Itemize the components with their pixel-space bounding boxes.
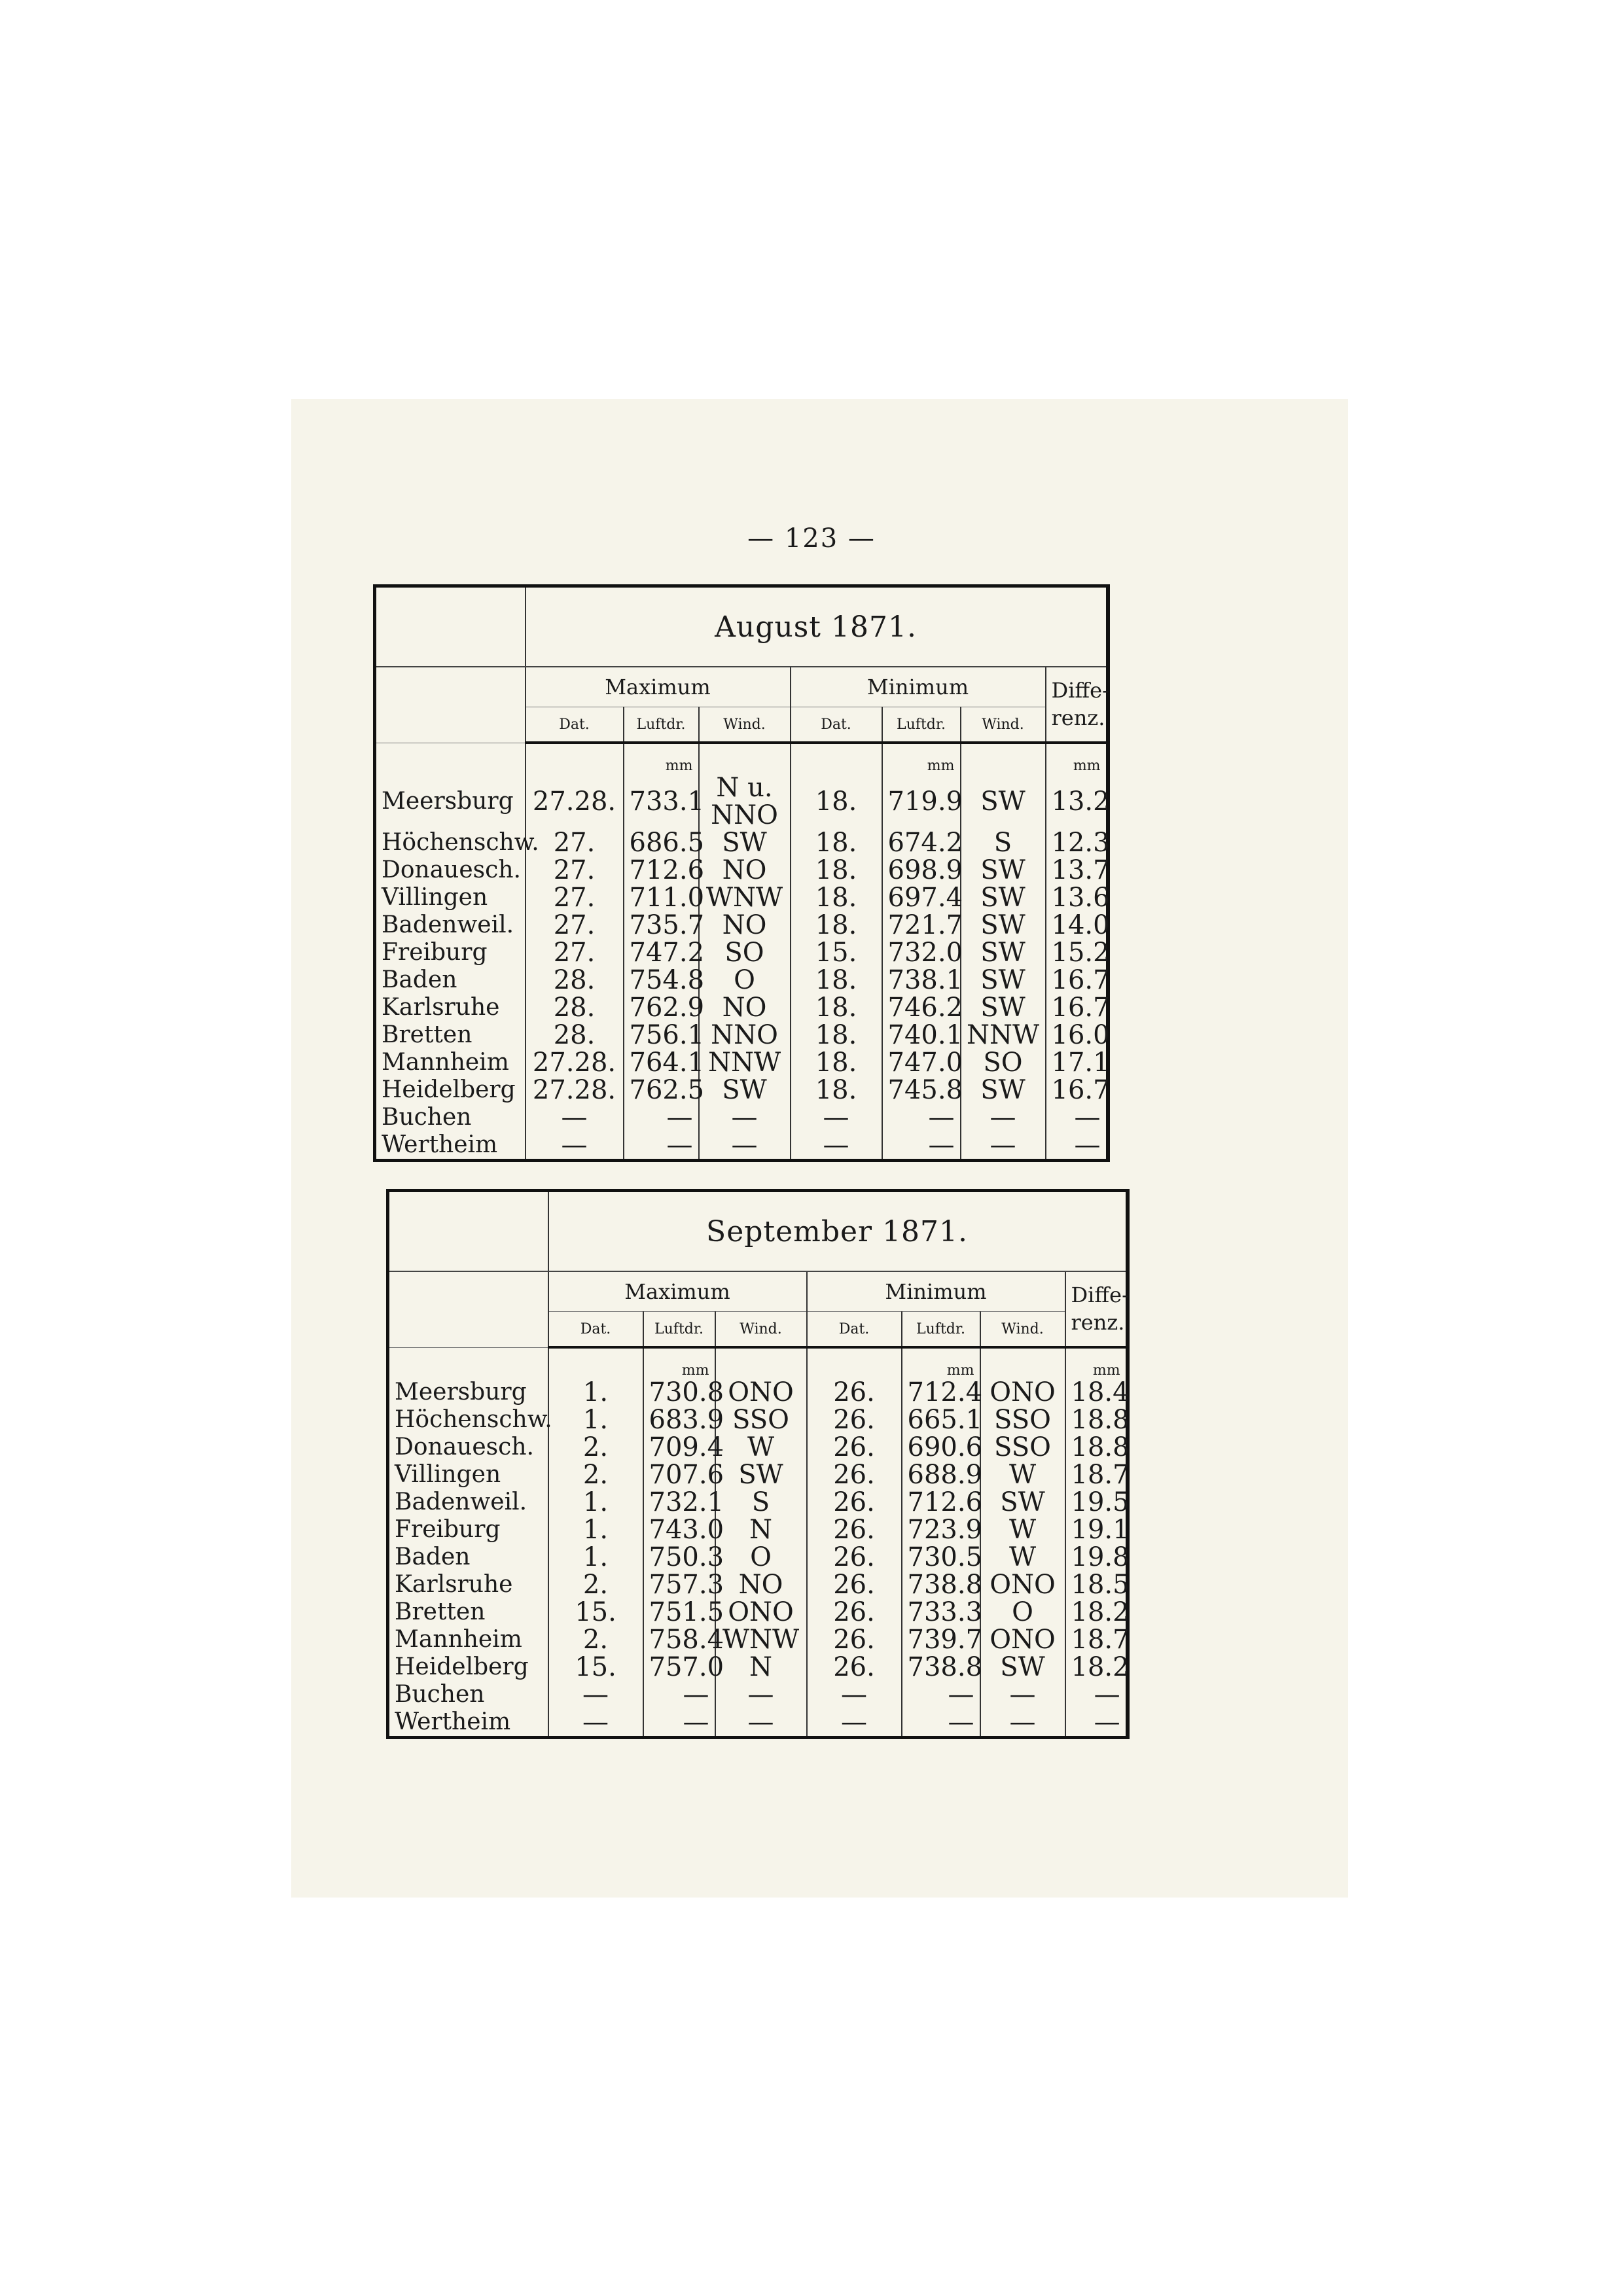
pressure-difference: 16.7 — [1046, 966, 1108, 994]
unit-blank — [548, 1347, 643, 1379]
max-wind: O — [699, 966, 791, 994]
table-row — [388, 1379, 1128, 1406]
max-pressure: 756.1 — [624, 1021, 699, 1049]
max-date: 1. — [548, 1544, 643, 1571]
max-date: 27. — [526, 857, 624, 884]
pressure-difference: 13.6 — [1046, 884, 1108, 911]
max-wind: ONO — [715, 1598, 807, 1626]
min-date: 26. — [807, 1653, 902, 1681]
min-date: — — [807, 1681, 902, 1708]
min-pressure: 688.9 — [902, 1461, 980, 1489]
min-pressure: — — [902, 1708, 980, 1738]
min-wind: — — [961, 1104, 1046, 1131]
min-pressure: 674.2 — [882, 829, 961, 857]
max-wind: NNO — [699, 1021, 791, 1049]
difference-header: Diffe- renz. — [1046, 667, 1108, 743]
unit-blank — [791, 743, 882, 774]
max-pressure: — — [643, 1681, 715, 1708]
min-wind: SW — [961, 939, 1046, 966]
table-row — [375, 911, 1108, 939]
table-row — [388, 1406, 1128, 1434]
min-pressure: 723.9 — [902, 1516, 980, 1544]
max-pressure: — — [643, 1708, 715, 1738]
pressure-difference: 17.1 — [1046, 1049, 1108, 1076]
unit-blank — [807, 1347, 902, 1379]
max-date: 1. — [548, 1516, 643, 1544]
max-pressure: 709.4 — [643, 1434, 715, 1461]
min-wind: SO — [961, 1049, 1046, 1076]
table-row — [375, 1131, 1108, 1161]
pressure-difference: — — [1046, 1131, 1108, 1161]
max-wind: O — [715, 1544, 807, 1571]
min-pressure: 719.9 — [882, 774, 961, 829]
min-date: 26. — [807, 1379, 902, 1406]
min-wind: W — [980, 1516, 1065, 1544]
max-wind: SO — [699, 939, 791, 966]
min-date: — — [791, 1131, 882, 1161]
table-row — [388, 1681, 1128, 1708]
min-pressure: 712.6 — [902, 1489, 980, 1516]
max-wind: N — [715, 1516, 807, 1544]
table-row — [375, 1104, 1108, 1131]
min-pressure: 732.0 — [882, 939, 961, 966]
max-wind: — — [699, 1131, 791, 1161]
max-wind: N u. NNO — [699, 774, 791, 829]
min-wind: SW — [980, 1653, 1065, 1681]
table-august-1871 — [373, 584, 1110, 1162]
max-wind: NO — [699, 857, 791, 884]
max-pressure: 686.5 — [624, 829, 699, 857]
month-title-row — [375, 586, 1108, 667]
month-title: August 1871. — [526, 586, 1108, 667]
pressure-difference: 18.2 — [1065, 1598, 1128, 1626]
min-date: 26. — [807, 1626, 902, 1653]
min-pressure-unit: mm — [882, 743, 961, 774]
station-name: Villingen — [388, 1461, 548, 1489]
max-date: — — [526, 1104, 624, 1131]
pressure-difference: 19.5 — [1065, 1489, 1128, 1516]
max-pressure: 758.4 — [643, 1626, 715, 1653]
max-date: 27.28. — [526, 1049, 624, 1076]
max-date: 15. — [548, 1598, 643, 1626]
min-wind: W — [980, 1544, 1065, 1571]
station-name: Meersburg — [375, 774, 526, 829]
max-pressure: 754.8 — [624, 966, 699, 994]
max-date: — — [526, 1131, 624, 1161]
table-row — [375, 774, 1108, 829]
station-name: Donauesch. — [375, 857, 526, 884]
min-pressure-header: Luftdr. — [882, 707, 961, 743]
pressure-difference: 18.2 — [1065, 1653, 1128, 1681]
table-row — [375, 966, 1108, 994]
station-name: Freiburg — [388, 1516, 548, 1544]
table-row — [388, 1516, 1128, 1544]
min-date: 18. — [791, 774, 882, 829]
max-date: — — [548, 1681, 643, 1708]
min-wind: SSO — [980, 1406, 1065, 1434]
max-pressure: 751.5 — [643, 1598, 715, 1626]
table-row — [388, 1653, 1128, 1681]
max-date: 28. — [526, 1021, 624, 1049]
station-name: Höchenschw. — [375, 829, 526, 857]
max-pressure: 764.1 — [624, 1049, 699, 1076]
min-date-header: Dat. — [791, 707, 882, 743]
min-date: 18. — [791, 966, 882, 994]
table-row — [375, 884, 1108, 911]
min-wind: SW — [961, 994, 1046, 1021]
pressure-difference: 13.2 — [1046, 774, 1108, 829]
table-row — [388, 1626, 1128, 1653]
diff-unit: mm — [1046, 743, 1108, 774]
table-row — [388, 1434, 1128, 1461]
max-pressure: 735.7 — [624, 911, 699, 939]
min-date: 18. — [791, 994, 882, 1021]
min-pressure: 745.8 — [882, 1076, 961, 1104]
station-name: Freiburg — [375, 939, 526, 966]
station-header-blank — [388, 1271, 548, 1347]
unit-blank — [715, 1347, 807, 1379]
min-date: 26. — [807, 1598, 902, 1626]
min-wind: — — [961, 1131, 1046, 1161]
max-wind: SW — [699, 1076, 791, 1104]
min-wind: SW — [961, 857, 1046, 884]
max-date: 1. — [548, 1489, 643, 1516]
max-date: 1. — [548, 1406, 643, 1434]
max-pressure: 712.6 — [624, 857, 699, 884]
min-date: 18. — [791, 1021, 882, 1049]
max-pressure: 730.8 — [643, 1379, 715, 1406]
table-row — [375, 939, 1108, 966]
pressure-difference: — — [1046, 1104, 1108, 1131]
group-header-row — [375, 667, 1108, 707]
min-pressure: 721.7 — [882, 911, 961, 939]
pressure-difference: 16.7 — [1046, 1076, 1108, 1104]
pressure-difference: — — [1065, 1681, 1128, 1708]
max-wind: W — [715, 1434, 807, 1461]
table-row — [388, 1708, 1128, 1738]
station-name: Bretten — [388, 1598, 548, 1626]
min-wind: O — [980, 1598, 1065, 1626]
min-pressure: 698.9 — [882, 857, 961, 884]
min-wind: ONO — [980, 1626, 1065, 1653]
max-wind: SSO — [715, 1406, 807, 1434]
max-pressure: 757.0 — [643, 1653, 715, 1681]
min-pressure: 740.1 — [882, 1021, 961, 1049]
max-pressure-unit: mm — [624, 743, 699, 774]
max-date: 2. — [548, 1626, 643, 1653]
min-date: — — [807, 1708, 902, 1738]
difference-header: Diffe- renz. — [1065, 1271, 1128, 1347]
min-pressure-header: Luftdr. — [902, 1312, 980, 1348]
max-pressure-header: Luftdr. — [624, 707, 699, 743]
min-wind: S — [961, 829, 1046, 857]
max-date: 27.28. — [526, 1076, 624, 1104]
unit-blank — [375, 743, 526, 774]
min-pressure: — — [902, 1681, 980, 1708]
page-number: — 123 — — [747, 523, 876, 554]
max-date: 2. — [548, 1461, 643, 1489]
station-name: Höchenschw. — [388, 1406, 548, 1434]
station-name: Mannheim — [388, 1626, 548, 1653]
pressure-difference: 12.3 — [1046, 829, 1108, 857]
min-pressure: — — [882, 1104, 961, 1131]
minimum-header: Minimum — [791, 667, 1046, 707]
station-name: Wertheim — [388, 1708, 548, 1738]
min-pressure: — — [882, 1131, 961, 1161]
table-row — [388, 1544, 1128, 1571]
min-date: 18. — [791, 884, 882, 911]
min-date-header: Dat. — [807, 1312, 902, 1348]
max-date: 27. — [526, 911, 624, 939]
pressure-difference: 16.0 — [1046, 1021, 1108, 1049]
max-date-header: Dat. — [548, 1312, 643, 1348]
max-date: 28. — [526, 966, 624, 994]
min-date: 15. — [791, 939, 882, 966]
station-name: Buchen — [388, 1681, 548, 1708]
max-wind: NO — [699, 994, 791, 1021]
station-name: Baden — [375, 966, 526, 994]
min-wind: SW — [980, 1489, 1065, 1516]
station-name: Villingen — [375, 884, 526, 911]
pressure-difference: — — [1065, 1708, 1128, 1738]
unit-row — [375, 743, 1108, 774]
pressure-difference: 16.7 — [1046, 994, 1108, 1021]
pressure-difference: 19.1 — [1065, 1516, 1128, 1544]
table-row — [375, 1076, 1108, 1104]
unit-row — [388, 1347, 1128, 1379]
station-name: Heidelberg — [375, 1076, 526, 1104]
pressure-difference: 18.8 — [1065, 1434, 1128, 1461]
table-row — [375, 857, 1108, 884]
max-wind: WNW — [715, 1626, 807, 1653]
min-date: 26. — [807, 1516, 902, 1544]
station-name: Karlsruhe — [388, 1571, 548, 1598]
group-header-row — [388, 1271, 1128, 1312]
station-name: Karlsruhe — [375, 994, 526, 1021]
min-pressure: 690.6 — [902, 1434, 980, 1461]
max-pressure: 732.1 — [643, 1489, 715, 1516]
max-date: 27. — [526, 884, 624, 911]
max-pressure: — — [624, 1104, 699, 1131]
max-date: 2. — [548, 1571, 643, 1598]
station-header-blank — [375, 667, 526, 743]
max-pressure: 757.3 — [643, 1571, 715, 1598]
max-pressure: 762.9 — [624, 994, 699, 1021]
max-wind: NNW — [699, 1049, 791, 1076]
min-wind: SSO — [980, 1434, 1065, 1461]
station-name: Donauesch. — [388, 1434, 548, 1461]
min-wind: SW — [961, 966, 1046, 994]
station-name: Mannheim — [375, 1049, 526, 1076]
station-name: Baden — [388, 1544, 548, 1571]
pressure-difference: 13.7 — [1046, 857, 1108, 884]
station-name: Meersburg — [388, 1379, 548, 1406]
month-title-row — [388, 1191, 1128, 1272]
max-wind: SW — [715, 1461, 807, 1489]
max-pressure: 733.1 — [624, 774, 699, 829]
min-wind-header: Wind. — [980, 1312, 1065, 1348]
unit-blank — [980, 1347, 1065, 1379]
min-date: 26. — [807, 1461, 902, 1489]
max-wind-header: Wind. — [699, 707, 791, 743]
min-pressure: 697.4 — [882, 884, 961, 911]
min-date: 18. — [791, 1049, 882, 1076]
min-pressure: 747.0 — [882, 1049, 961, 1076]
max-pressure-unit: mm — [643, 1347, 715, 1379]
min-wind: SW — [961, 774, 1046, 829]
min-wind: NNW — [961, 1021, 1046, 1049]
min-pressure: 739.7 — [902, 1626, 980, 1653]
month-title: September 1871. — [548, 1191, 1128, 1272]
min-pressure: 712.4 — [902, 1379, 980, 1406]
max-pressure: 707.6 — [643, 1461, 715, 1489]
station-name: Wertheim — [375, 1131, 526, 1161]
min-date: 26. — [807, 1571, 902, 1598]
minimum-header: Minimum — [807, 1271, 1065, 1312]
max-date: — — [548, 1708, 643, 1738]
min-pressure: 746.2 — [882, 994, 961, 1021]
max-date: 2. — [548, 1434, 643, 1461]
max-wind: — — [699, 1104, 791, 1131]
table-row — [388, 1461, 1128, 1489]
min-date: 26. — [807, 1434, 902, 1461]
max-date: 27. — [526, 829, 624, 857]
min-pressure: 733.3 — [902, 1598, 980, 1626]
unit-blank — [388, 1347, 548, 1379]
station-name: Bretten — [375, 1021, 526, 1049]
max-pressure: 750.3 — [643, 1544, 715, 1571]
min-date: 18. — [791, 857, 882, 884]
min-date: — — [791, 1104, 882, 1131]
max-date: 27. — [526, 939, 624, 966]
station-name: Heidelberg — [388, 1653, 548, 1681]
station-name: Badenweil. — [375, 911, 526, 939]
maximum-header: Maximum — [548, 1271, 807, 1312]
maximum-header: Maximum — [526, 667, 791, 707]
max-pressure: 743.0 — [643, 1516, 715, 1544]
max-wind: NO — [715, 1571, 807, 1598]
min-wind: ONO — [980, 1379, 1065, 1406]
pressure-difference: 18.4 — [1065, 1379, 1128, 1406]
min-wind: SW — [961, 911, 1046, 939]
pressure-difference: 14.0 — [1046, 911, 1108, 939]
max-pressure-header: Luftdr. — [643, 1312, 715, 1348]
pressure-difference: 19.8 — [1065, 1544, 1128, 1571]
max-wind: SW — [699, 829, 791, 857]
table-row — [375, 1049, 1108, 1076]
max-pressure: 762.5 — [624, 1076, 699, 1104]
max-wind: — — [715, 1708, 807, 1738]
max-wind: — — [715, 1681, 807, 1708]
unit-blank — [526, 743, 624, 774]
pressure-difference: 15.2 — [1046, 939, 1108, 966]
diff-unit: mm — [1065, 1347, 1128, 1379]
max-wind: NO — [699, 911, 791, 939]
min-pressure: 738.1 — [882, 966, 961, 994]
max-pressure: 747.2 — [624, 939, 699, 966]
min-pressure: 738.8 — [902, 1653, 980, 1681]
min-wind: W — [980, 1461, 1065, 1489]
max-pressure: 683.9 — [643, 1406, 715, 1434]
max-wind-header: Wind. — [715, 1312, 807, 1348]
min-wind: — — [980, 1681, 1065, 1708]
min-date: 18. — [791, 1076, 882, 1104]
pressure-difference: 18.7 — [1065, 1461, 1128, 1489]
max-date: 28. — [526, 994, 624, 1021]
table-row — [388, 1571, 1128, 1598]
min-date: 26. — [807, 1544, 902, 1571]
max-pressure: — — [624, 1131, 699, 1161]
table-september-1871 — [386, 1189, 1130, 1739]
table-row — [388, 1489, 1128, 1516]
min-pressure: 738.8 — [902, 1571, 980, 1598]
min-wind: ONO — [980, 1571, 1065, 1598]
pressure-difference: 18.5 — [1065, 1571, 1128, 1598]
table-row — [388, 1598, 1128, 1626]
min-wind: — — [980, 1708, 1065, 1738]
min-pressure-unit: mm — [902, 1347, 980, 1379]
min-date: 18. — [791, 829, 882, 857]
min-date: 26. — [807, 1489, 902, 1516]
min-date: 26. — [807, 1406, 902, 1434]
min-wind: SW — [961, 1076, 1046, 1104]
max-date-header: Dat. — [526, 707, 624, 743]
min-pressure: 730.5 — [902, 1544, 980, 1571]
min-pressure: 665.1 — [902, 1406, 980, 1434]
max-wind: WNW — [699, 884, 791, 911]
unit-blank — [961, 743, 1046, 774]
max-date: 15. — [548, 1653, 643, 1681]
station-header-blank — [375, 586, 526, 667]
max-pressure: 711.0 — [624, 884, 699, 911]
table-row — [375, 1021, 1108, 1049]
min-wind-header: Wind. — [961, 707, 1046, 743]
unit-blank — [699, 743, 791, 774]
table-row — [375, 829, 1108, 857]
pressure-difference: 18.7 — [1065, 1626, 1128, 1653]
table-row — [375, 994, 1108, 1021]
max-wind: ONO — [715, 1379, 807, 1406]
station-header-blank — [388, 1191, 548, 1272]
station-name: Badenweil. — [388, 1489, 548, 1516]
max-date: 1. — [548, 1379, 643, 1406]
max-wind: N — [715, 1653, 807, 1681]
max-date: 27.28. — [526, 774, 624, 829]
min-wind: SW — [961, 884, 1046, 911]
pressure-difference: 18.8 — [1065, 1406, 1128, 1434]
min-date: 18. — [791, 911, 882, 939]
max-wind: S — [715, 1489, 807, 1516]
station-name: Buchen — [375, 1104, 526, 1131]
